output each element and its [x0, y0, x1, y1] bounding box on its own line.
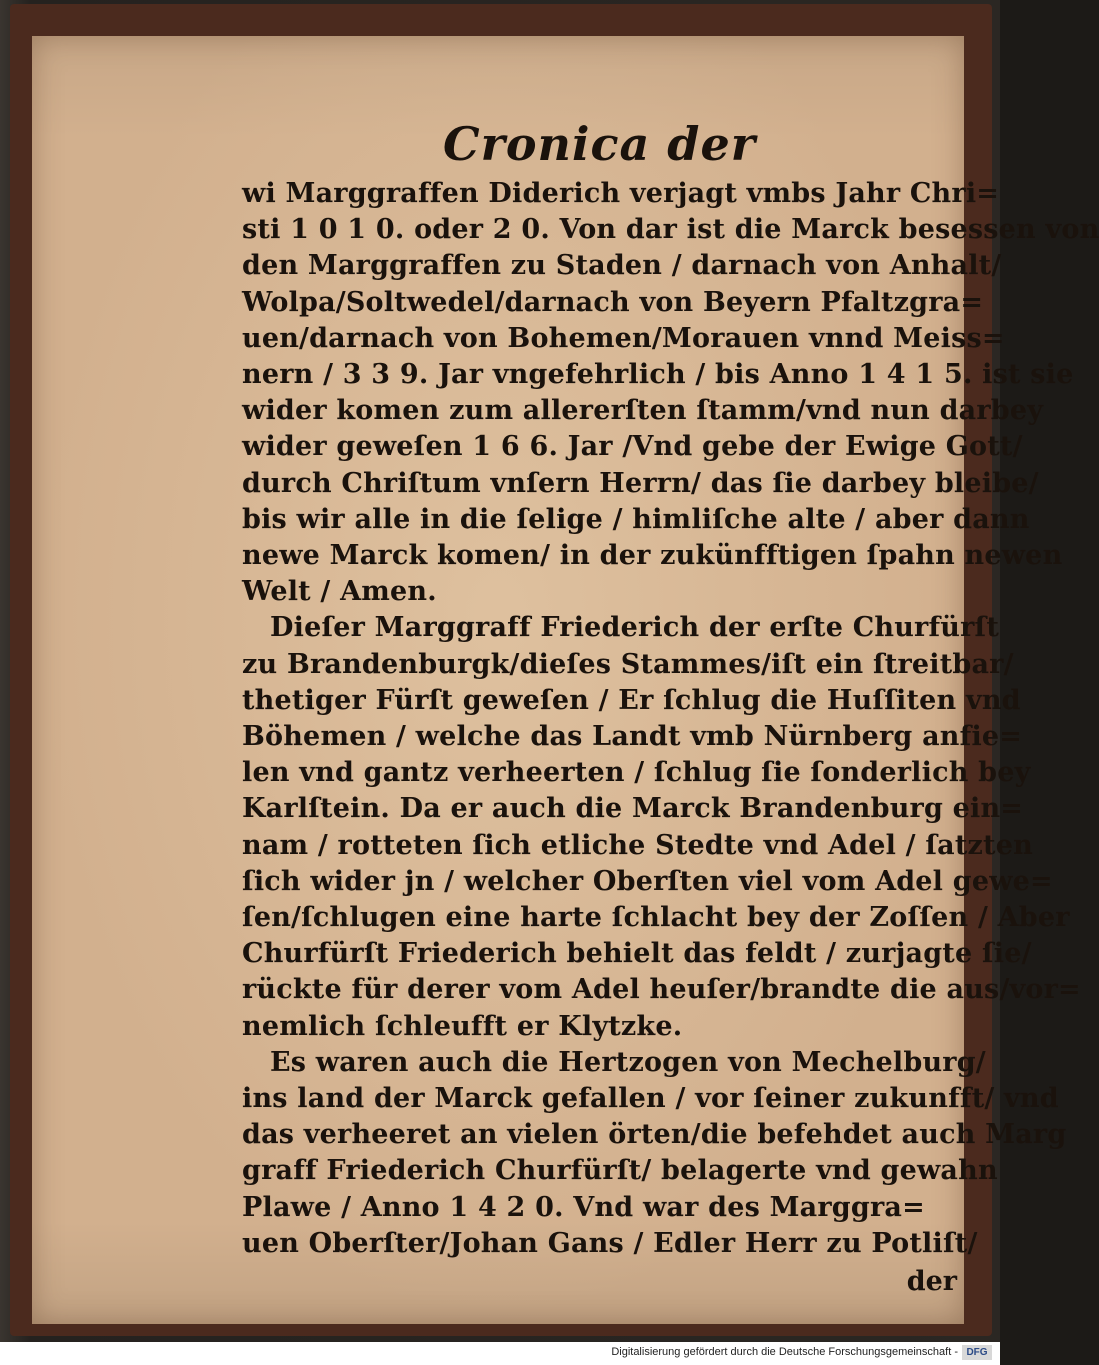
- text-line: nemlich ſchleufft er Klytzke.: [242, 1010, 683, 1042]
- text-line: Churfürſt Friederich behielt das feldt / zurjagte ſie/: [242, 938, 1032, 970]
- text-line: den Marggraffen zu Staden / darnach von Anhalt/: [242, 250, 1002, 282]
- text-line: uen Oberſter/Johan Gans / Edler Herr zu Potliſt/: [242, 1227, 978, 1259]
- text-line: bis wir alle in die ſelige / himliſche alte / aber dann: [242, 503, 1030, 535]
- footer-bar: [0, 1342, 1000, 1365]
- text-line: wi Marggraffen Diderich verjagt vmbs Jahr Chri=: [242, 178, 1000, 209]
- text-line: ſich wider jn / welcher Oberſten viel vom Adel gewe=: [242, 865, 1053, 897]
- text-line: Böhemen / welche das Landt vmb Nürnberg anfie=: [242, 721, 1023, 753]
- text-line: Wolpa/Soltwedel/darnach von Beyern Pfaltzgra=: [242, 286, 984, 318]
- text-line: Plawe / Anno 1 4 2 0. Vnd war des Marggra=: [242, 1191, 925, 1223]
- text-line: thetiger Fürſt geweſen / Er ſchlug die Huſſiten vnd: [242, 684, 1021, 716]
- text-line: len vnd gantz verheerten / ſchlug ſie ſonderlich bey: [242, 757, 1031, 789]
- text-line: Welt / Amen.: [242, 576, 437, 608]
- text-line: rückte für derer vom Adel heuſer/brandte die aus/vor=: [242, 974, 1081, 1006]
- catchword: der: [906, 1266, 957, 1298]
- text-line: Es waren auch die Hertzogen von Mechelburg/: [270, 1046, 986, 1078]
- text-line: ins land der Marck gefallen / vor ſeiner zukunfft/ vnd: [242, 1083, 1059, 1115]
- text-line: nern / 3 3 9. Jar vngefehrlich / bis Anno 1 4 1 5. ist sie: [242, 359, 1074, 391]
- text-line: durch Chriſtum vnſern Herrn/ das ſie darbey bleibe/: [242, 467, 1039, 499]
- text-line: wider geweſen 1 6 6. Jar /Vnd gebe der Ewige Gott/: [242, 431, 1023, 463]
- text-line: graff Friederich Churfürſt/ belagerte vnd gewahn: [242, 1155, 998, 1187]
- text-line: Dieſer Marggraff Friederich der erſte Churfürſt: [270, 612, 1000, 644]
- text-line: uen/darnach von Bohemen/Morauen vnnd Meiss=: [242, 322, 1005, 354]
- running-head: Cronica der: [443, 117, 756, 171]
- text-line: das verheeret an vielen örten/die befehdet auch Marg: [242, 1119, 1067, 1151]
- text-line: newe Marck komen/ in der zukünfftigen ſpahn newen: [242, 540, 1063, 572]
- book-page: [32, 36, 1099, 1324]
- text-line: zu Brandenburgk/dieſes Stammes/iſt ein ſtreitbar/: [242, 648, 1014, 680]
- page-text-block: [242, 114, 1099, 1300]
- text-line: nam / rotteten ſich etliche Stedte vnd Adel / ſatzten: [242, 829, 1033, 861]
- text-line: Karlſtein. Da er auch die Marck Brandenburg ein=: [242, 793, 1024, 825]
- dfg-logo: DFG: [962, 1345, 992, 1360]
- text-line: wider komen zum allererſten ſtamm/vnd nun darbey: [242, 395, 1044, 427]
- funding-notice: Digitalisierung gefördert durch die Deutsche Forschungsgemeinschaft -: [611, 1346, 958, 1358]
- text-line: sti 1 0 1 0. oder 2 0. Von dar ist die Marck besessen von: [242, 214, 1099, 246]
- text-line: ſen/ſchlugen eine harte ſchlacht bey der Zoſſen / Aber: [242, 902, 1070, 934]
